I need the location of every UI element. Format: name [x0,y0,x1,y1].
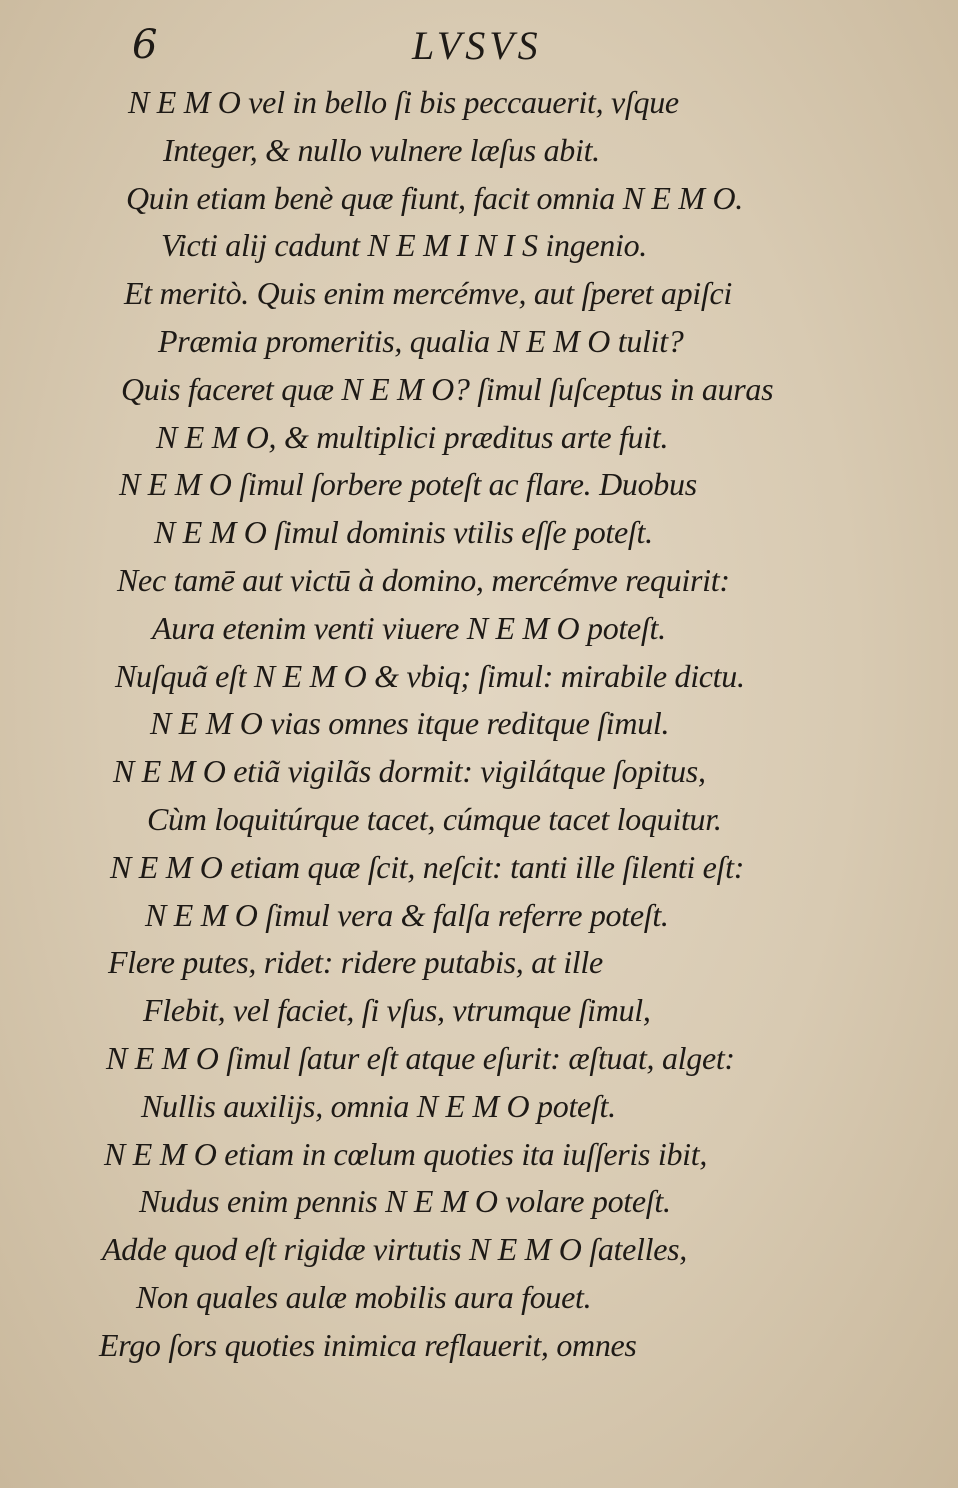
verse-line: N E M O etiam in cœlum quoties ita iuſſeris ibit, [104,1135,708,1172]
verse-line: N E M O ſimul dominis vtilis eſſe poteſt. [154,514,653,551]
verse-line: Flere putes, ridet: ridere putabis, at ille [108,944,603,981]
verse-line: Quis faceret quæ N E M O? ſimul ſuſceptus in auras [121,370,774,407]
verse-line: Flebit, vel faciet, ſi vſus, vtrumque ſimul, [143,992,651,1029]
running-title: LVSVS [412,23,542,68]
verse-line: Nudus enim pennis N E M O volare poteſt. [139,1183,671,1220]
verse-line: N E M O vias omnes itque reditque ſimul. [150,705,670,742]
verse-line: Et meritò. Quis enim mercémve, aut ſperet apiſci [124,275,732,312]
verse-line: Præmia promeritis, qualia N E M O tulit? [158,323,684,359]
verse-line: N E M O etiã vigilãs dormit: vigilátque ſopitus, [113,753,706,790]
verse-line: Aura etenim venti viuere N E M O poteſt. [152,609,666,646]
verse-line: N E M O etiam quæ ſcit, neſcit: tanti ille ſilenti eſt: [110,848,745,885]
verse-line: Cùm loquitúrque tacet, cúmque tacet loquitur. [147,801,722,837]
verse-line: Nuſquã eſt N E M O & vbiq; ſimul: mirabile dictu. [115,657,745,694]
verse-line: Nec tamē aut victū à domino, mercémve requirit: [117,562,730,598]
verse-line: N E M O ſimul vera & falſa referre poteſt. [145,896,669,933]
verse-line: N E M O vel in bello ſi bis peccauerit, vſque [128,84,679,120]
verse-line: Victi alij cadunt N E M I N I S ingenio. [161,227,648,264]
page-number: 6 [132,22,158,68]
verse-line: Ergo ſors quoties inimica reflauerit, omnes [99,1326,637,1363]
page-header [0,22,958,72]
verse-line: N E M O ſimul ſorbere poteſt ac flare. Duobus [119,466,697,503]
verse-line: Adde quod eſt rigidæ virtutis N E M O ſatelles, [102,1231,687,1268]
verse-line: Nullis auxilijs, omnia N E M O poteſt. [141,1087,616,1124]
verse-line: N E M O ſimul ſatur eſt atque eſurit: æſtuat, alget: [106,1040,735,1076]
verse-line: N E M O, & multiplici præditus arte fuit. [156,418,669,455]
verse-line: Non quales aulæ mobilis aura fouet. [136,1279,592,1315]
verse-line: Quin etiam benè quæ fiunt, facit omnia N E M O. [126,179,743,216]
verse-line: Integer, & nullo vulnere læſus abit. [163,131,600,168]
